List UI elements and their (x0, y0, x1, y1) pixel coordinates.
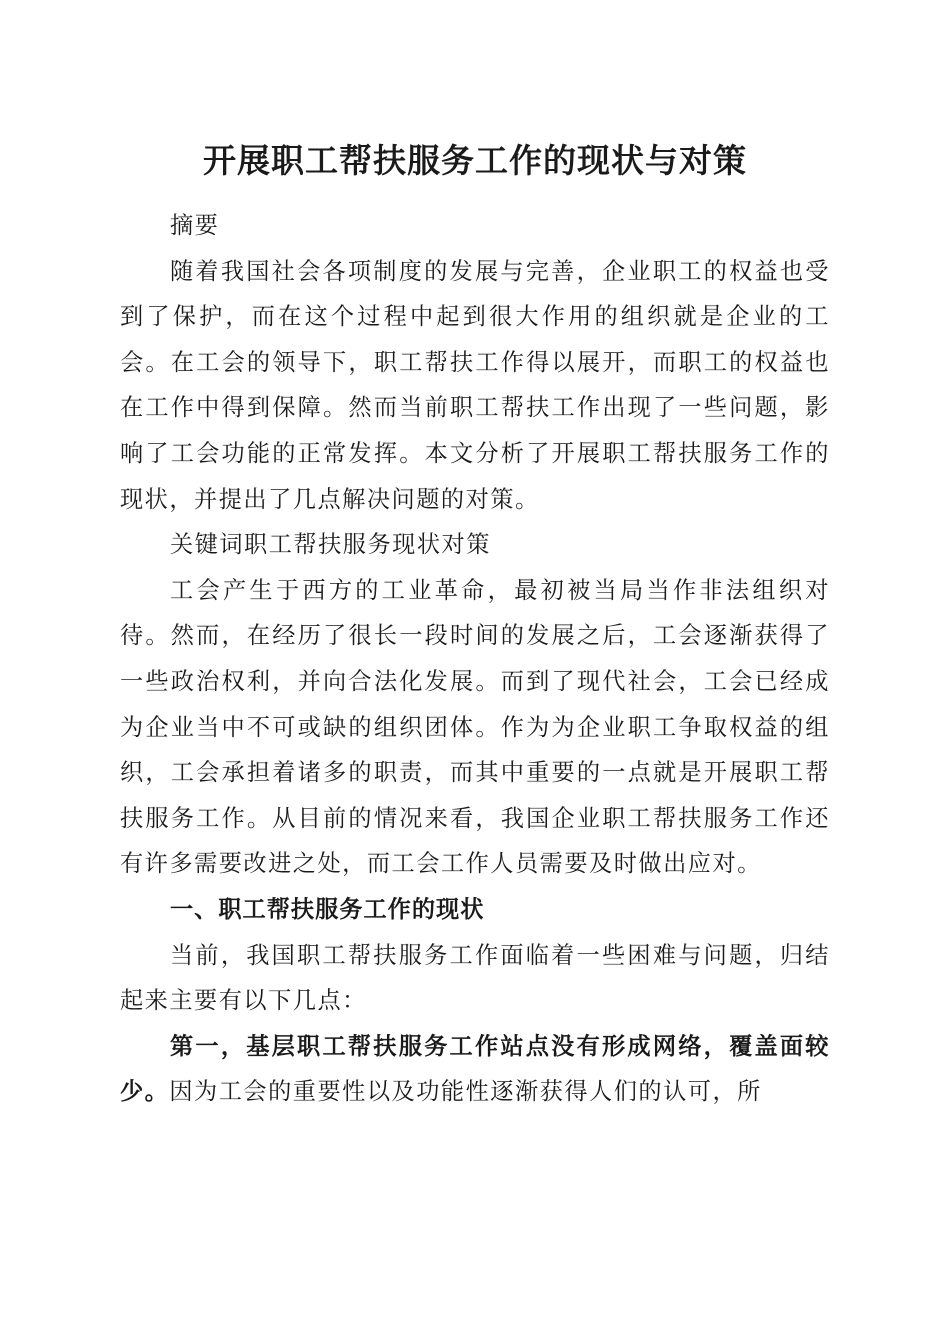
abstract-paragraph: 随着我国社会各项制度的发展与完善，企业职工的权益也受到了保护，而在这个过程中起到很大作用的组织就是企业的工会。在工会的领导下，职工帮扶工作得以展开，而职工的权益也在工作中得到保障。然而当前职工帮扶工作出现了一些问题，影响了工会功能的正常发挥。本文分析了开展职工帮扶服务工作的现状，并提出了几点解决问题的对策。 (120, 257, 830, 513)
keywords-line: 关键词职工帮扶服务现状对策 (170, 531, 491, 559)
point-one-lead: 第一，基层职工帮扶服务工作站点没有形成网络，覆盖面较少。 (120, 1032, 830, 1106)
document-title: 开展职工帮扶服务工作的现状与对策 (203, 141, 747, 180)
point-one-text: 因为工会的重要性以及功能性逐渐获得人们的认可，所 (169, 1078, 762, 1106)
section-heading: 一、职工帮扶服务工作的现状 (170, 895, 485, 923)
section-intro-paragraph: 当前，我国职工帮扶服务工作面临着一些困难与问题，归结起来主要有以下几点： (120, 941, 830, 1015)
document-body (120, 203, 830, 1115)
point-one-paragraph (120, 1024, 830, 1115)
abstract-label: 摘要 (170, 212, 220, 239)
intro-paragraph: 工会产生于西方的工业革命，最初被当局当作非法组织对待。然而，在经历了很长一段时间的发展之后，工会逐渐获得了一些政治权利，并向合法化发展。而到了现代社会，工会已经成为企业当中不可或缺的组织团体。作为为企业职工争取权益的组织，工会承担着诸多的职责，而其中重要的一点就是开展职工帮扶服务工作。从目前的情况来看，我国企业职工帮扶服务工作还有许多需要改进之处，而工会工作人员需要及时做出应对。 (120, 576, 830, 878)
